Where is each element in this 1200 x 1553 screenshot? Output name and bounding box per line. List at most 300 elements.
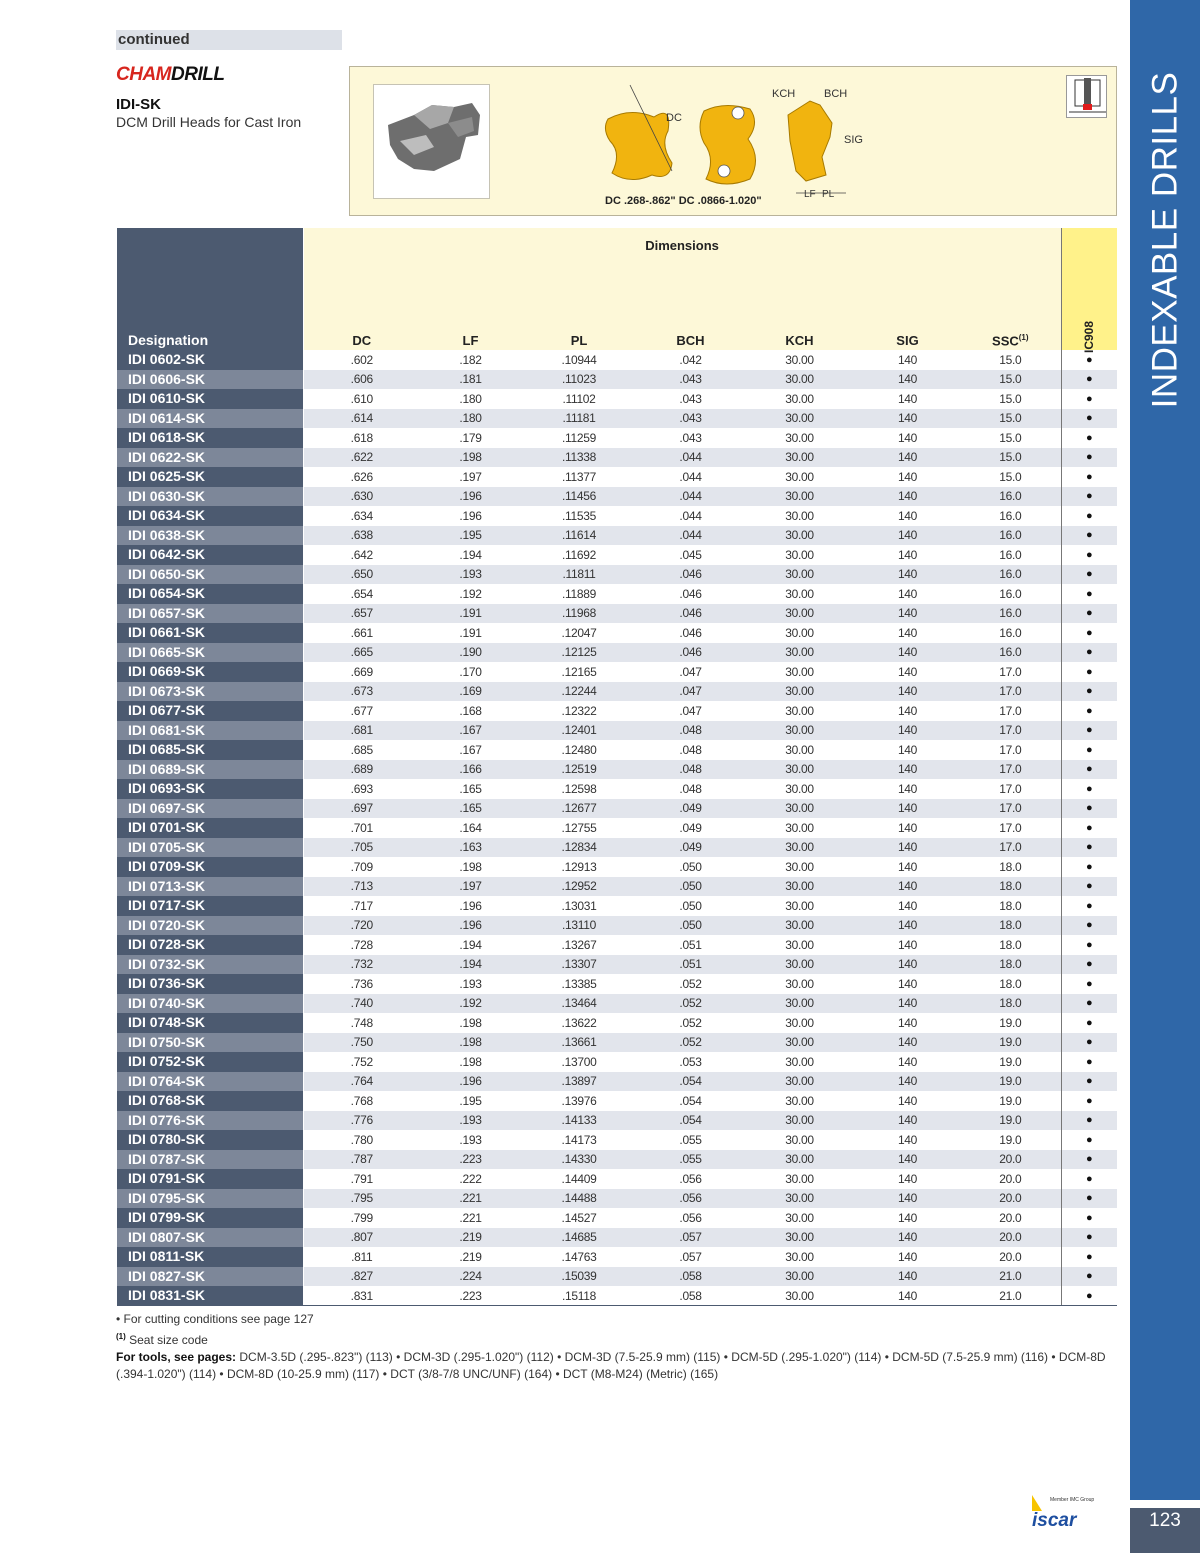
designation-cell: IDI 0764-SK (117, 1072, 303, 1092)
value-cell: 30.00 (744, 370, 855, 390)
value-cell: .665 (303, 643, 420, 663)
value-cell: .11614 (521, 526, 637, 546)
col-bch: BCH (637, 332, 744, 350)
value-cell: .11456 (521, 487, 637, 507)
value-cell: .052 (637, 994, 744, 1014)
value-cell: 30.00 (744, 526, 855, 546)
table-row (117, 955, 1117, 975)
value-cell: 18.0 (960, 955, 1061, 975)
availability-dot: ● (1061, 994, 1117, 1014)
table-row (117, 721, 1117, 741)
value-cell: 17.0 (960, 818, 1061, 838)
designation-cell: IDI 0720-SK (117, 916, 303, 936)
value-cell: .12519 (521, 760, 637, 780)
availability-dot: ● (1061, 1286, 1117, 1306)
value-cell: 140 (855, 389, 960, 409)
value-cell: 16.0 (960, 604, 1061, 624)
value-cell: 140 (855, 857, 960, 877)
availability-dot: ● (1061, 896, 1117, 916)
table-row (117, 1033, 1117, 1053)
value-cell: .705 (303, 838, 420, 858)
value-cell: .14488 (521, 1189, 637, 1209)
designation-cell: IDI 0642-SK (117, 545, 303, 565)
value-cell: .047 (637, 701, 744, 721)
value-cell: 30.00 (744, 1286, 855, 1306)
value-cell: .046 (637, 565, 744, 585)
value-cell: 30.00 (744, 1208, 855, 1228)
value-cell: 30.00 (744, 857, 855, 877)
value-cell: .807 (303, 1228, 420, 1248)
value-cell: .12165 (521, 662, 637, 682)
designation-cell: IDI 0717-SK (117, 896, 303, 916)
value-cell: 140 (855, 877, 960, 897)
value-cell: 30.00 (744, 448, 855, 468)
value-cell: 140 (855, 604, 960, 624)
value-cell: .11968 (521, 604, 637, 624)
insert-diagram (600, 71, 880, 213)
value-cell: .043 (637, 409, 744, 429)
designation-cell: IDI 0685-SK (117, 740, 303, 760)
value-cell: .14133 (521, 1111, 637, 1131)
value-cell: 140 (855, 467, 960, 487)
insert-side-view (700, 105, 756, 184)
value-cell: .219 (420, 1228, 521, 1248)
value-cell: 140 (855, 838, 960, 858)
availability-dot: ● (1061, 350, 1117, 370)
value-cell: .11102 (521, 389, 637, 409)
value-cell: .780 (303, 1130, 420, 1150)
designation-cell: IDI 0748-SK (117, 1013, 303, 1033)
value-cell: .13267 (521, 935, 637, 955)
value-cell: 30.00 (744, 896, 855, 916)
value-cell: .049 (637, 818, 744, 838)
col-pl: PL (521, 332, 637, 350)
value-cell: 18.0 (960, 994, 1061, 1014)
value-cell: .196 (420, 1072, 521, 1092)
table-row (117, 604, 1117, 624)
availability-dot: ● (1061, 1033, 1117, 1053)
value-cell: 21.0 (960, 1286, 1061, 1306)
value-cell: 20.0 (960, 1247, 1061, 1267)
value-cell: 30.00 (744, 662, 855, 682)
value-cell: .168 (420, 701, 521, 721)
availability-dot: ● (1061, 565, 1117, 585)
table-row (117, 838, 1117, 858)
value-cell: .626 (303, 467, 420, 487)
designation-cell: IDI 0673-SK (117, 682, 303, 702)
value-cell: .642 (303, 545, 420, 565)
value-cell: 140 (855, 760, 960, 780)
continued-label: continued (116, 30, 342, 50)
designation-cell: IDI 0689-SK (117, 760, 303, 780)
value-cell: 15.0 (960, 448, 1061, 468)
value-cell: .673 (303, 682, 420, 702)
value-cell: 140 (855, 623, 960, 643)
availability-dot: ● (1061, 701, 1117, 721)
value-cell: .693 (303, 779, 420, 799)
value-cell: 18.0 (960, 974, 1061, 994)
value-cell: 30.00 (744, 1052, 855, 1072)
value-cell: .170 (420, 662, 521, 682)
value-cell: 18.0 (960, 896, 1061, 916)
value-cell: .12322 (521, 701, 637, 721)
value-cell: 140 (855, 1169, 960, 1189)
value-cell: .165 (420, 779, 521, 799)
value-cell: .044 (637, 526, 744, 546)
value-cell: .222 (420, 1169, 521, 1189)
availability-dot: ● (1061, 1052, 1117, 1072)
value-cell: .043 (637, 389, 744, 409)
table-row (117, 467, 1117, 487)
value-cell: .043 (637, 428, 744, 448)
value-cell: .776 (303, 1111, 420, 1131)
value-cell: .198 (420, 1033, 521, 1053)
designation-cell: IDI 0697-SK (117, 799, 303, 819)
dimensions-header: Dimensions (303, 228, 1061, 332)
value-cell: 18.0 (960, 857, 1061, 877)
value-cell: .191 (420, 623, 521, 643)
value-cell: .221 (420, 1208, 521, 1228)
value-cell: 140 (855, 955, 960, 975)
value-cell: 20.0 (960, 1150, 1061, 1170)
value-cell: .058 (637, 1286, 744, 1306)
value-cell: .194 (420, 935, 521, 955)
value-cell: 15.0 (960, 389, 1061, 409)
availability-dot: ● (1061, 467, 1117, 487)
value-cell: .10944 (521, 350, 637, 370)
availability-dot: ● (1061, 526, 1117, 546)
value-cell: 140 (855, 1208, 960, 1228)
value-cell: .13307 (521, 955, 637, 975)
value-cell: 140 (855, 1286, 960, 1306)
table-row (117, 916, 1117, 936)
value-cell: 19.0 (960, 1111, 1061, 1131)
value-cell: .795 (303, 1189, 420, 1209)
designation-cell: IDI 0827-SK (117, 1267, 303, 1287)
table-row (117, 877, 1117, 897)
value-cell: .167 (420, 740, 521, 760)
value-cell: .669 (303, 662, 420, 682)
value-cell: 30.00 (744, 1189, 855, 1209)
product-description: DCM Drill Heads for Cast Iron (116, 114, 302, 130)
value-cell: .657 (303, 604, 420, 624)
value-cell: 140 (855, 565, 960, 585)
value-cell: 30.00 (744, 1267, 855, 1287)
value-cell: 140 (855, 1013, 960, 1033)
designation-cell: IDI 0681-SK (117, 721, 303, 741)
value-cell: 17.0 (960, 682, 1061, 702)
value-cell: .13464 (521, 994, 637, 1014)
value-cell: .638 (303, 526, 420, 546)
value-cell: .14685 (521, 1228, 637, 1248)
value-cell: .180 (420, 409, 521, 429)
svg-text:LF: LF (804, 189, 816, 200)
value-cell: 140 (855, 545, 960, 565)
table-row (117, 1286, 1117, 1306)
value-cell: .764 (303, 1072, 420, 1092)
value-cell: .197 (420, 467, 521, 487)
value-cell: .055 (637, 1150, 744, 1170)
value-cell: 30.00 (744, 1072, 855, 1092)
value-cell: 30.00 (744, 721, 855, 741)
product-code: IDI-SK (116, 96, 161, 113)
value-cell: .13031 (521, 896, 637, 916)
value-cell: 140 (855, 916, 960, 936)
value-cell: 16.0 (960, 623, 1061, 643)
table-row (117, 506, 1117, 526)
value-cell: .677 (303, 701, 420, 721)
value-cell: .195 (420, 1091, 521, 1111)
svg-text:KCH: KCH (772, 88, 796, 100)
table-row (117, 1150, 1117, 1170)
value-cell: .181 (420, 370, 521, 390)
value-cell: 15.0 (960, 409, 1061, 429)
table-row (117, 799, 1117, 819)
table-row (117, 1013, 1117, 1033)
value-cell: .12047 (521, 623, 637, 643)
iscar-logo (1030, 1493, 1120, 1529)
col-lf: LF (420, 332, 521, 350)
value-cell: 140 (855, 506, 960, 526)
value-cell: .193 (420, 974, 521, 994)
value-cell: .602 (303, 350, 420, 370)
value-cell: 140 (855, 721, 960, 741)
table-row (117, 389, 1117, 409)
value-cell: 140 (855, 974, 960, 994)
value-cell: .606 (303, 370, 420, 390)
value-cell: .614 (303, 409, 420, 429)
value-cell: .048 (637, 760, 744, 780)
designation-cell: IDI 0780-SK (117, 1130, 303, 1150)
availability-dot: ● (1061, 1228, 1117, 1248)
value-cell: .165 (420, 799, 521, 819)
value-cell: .13661 (521, 1033, 637, 1053)
insert-profile-view (772, 88, 863, 200)
value-cell: 140 (855, 487, 960, 507)
value-cell: 140 (855, 1267, 960, 1287)
value-cell: .167 (420, 721, 521, 741)
value-cell: .051 (637, 955, 744, 975)
value-cell: 140 (855, 799, 960, 819)
value-cell: .11181 (521, 409, 637, 429)
value-cell: 19.0 (960, 1013, 1061, 1033)
value-cell: 30.00 (744, 604, 855, 624)
designation-cell: IDI 0665-SK (117, 643, 303, 663)
value-cell: .15039 (521, 1267, 637, 1287)
table-row (117, 1208, 1117, 1228)
value-cell: .056 (637, 1169, 744, 1189)
designation-cell: IDI 0799-SK (117, 1208, 303, 1228)
value-cell: 140 (855, 779, 960, 799)
table-row (117, 1091, 1117, 1111)
value-cell: .14763 (521, 1247, 637, 1267)
value-cell: .768 (303, 1091, 420, 1111)
designation-cell: IDI 0614-SK (117, 409, 303, 429)
value-cell: 30.00 (744, 487, 855, 507)
table-row (117, 370, 1117, 390)
designation-cell: IDI 0634-SK (117, 506, 303, 526)
value-cell: 20.0 (960, 1208, 1061, 1228)
value-cell: 30.00 (744, 955, 855, 975)
footnotes (116, 1311, 1116, 1383)
value-cell: .13700 (521, 1052, 637, 1072)
svg-text:iscar: iscar (1032, 1510, 1077, 1529)
value-cell: .044 (637, 467, 744, 487)
value-cell: .044 (637, 487, 744, 507)
value-cell: .618 (303, 428, 420, 448)
value-cell: .164 (420, 818, 521, 838)
availability-dot: ● (1061, 838, 1117, 858)
value-cell: 19.0 (960, 1033, 1061, 1053)
value-cell: 30.00 (744, 994, 855, 1014)
value-cell: 30.00 (744, 623, 855, 643)
value-cell: 20.0 (960, 1228, 1061, 1248)
value-cell: .163 (420, 838, 521, 858)
value-cell: 16.0 (960, 487, 1061, 507)
value-cell: .697 (303, 799, 420, 819)
value-cell: 30.00 (744, 760, 855, 780)
designation-cell: IDI 0732-SK (117, 955, 303, 975)
table-row (117, 1111, 1117, 1131)
value-cell: .827 (303, 1267, 420, 1287)
value-cell: 140 (855, 701, 960, 721)
value-cell: 140 (855, 1150, 960, 1170)
value-cell: .15118 (521, 1286, 637, 1306)
value-cell: 30.00 (744, 467, 855, 487)
value-cell: 140 (855, 1091, 960, 1111)
value-cell: .048 (637, 740, 744, 760)
designation-cell: IDI 0630-SK (117, 487, 303, 507)
value-cell: .180 (420, 389, 521, 409)
designation-cell: IDI 0701-SK (117, 818, 303, 838)
value-cell: .11889 (521, 584, 637, 604)
value-cell: .13110 (521, 916, 637, 936)
value-cell: .12401 (521, 721, 637, 741)
value-cell: 140 (855, 526, 960, 546)
value-cell: 140 (855, 896, 960, 916)
value-cell: 17.0 (960, 721, 1061, 741)
availability-dot: ● (1061, 955, 1117, 975)
value-cell: 30.00 (744, 1033, 855, 1053)
value-cell: .750 (303, 1033, 420, 1053)
designation-cell: IDI 0650-SK (117, 565, 303, 585)
value-cell: .713 (303, 877, 420, 897)
value-cell: .048 (637, 721, 744, 741)
value-cell: .182 (420, 350, 521, 370)
table-row (117, 857, 1117, 877)
col-kch: KCH (744, 332, 855, 350)
table-row (117, 701, 1117, 721)
value-cell: .198 (420, 857, 521, 877)
value-cell: 140 (855, 1111, 960, 1131)
table-row (117, 740, 1117, 760)
value-cell: 15.0 (960, 467, 1061, 487)
value-cell: .044 (637, 448, 744, 468)
availability-dot: ● (1061, 682, 1117, 702)
designation-cell: IDI 0606-SK (117, 370, 303, 390)
value-cell: 18.0 (960, 935, 1061, 955)
section-title: INDEXABLE DRILLS (1145, 71, 1184, 409)
value-cell: .193 (420, 1111, 521, 1131)
value-cell: .196 (420, 896, 521, 916)
value-cell: 140 (855, 818, 960, 838)
value-cell: 30.00 (744, 1013, 855, 1033)
value-cell: 30.00 (744, 545, 855, 565)
table-row (117, 448, 1117, 468)
table-row (117, 818, 1117, 838)
value-cell: .12834 (521, 838, 637, 858)
value-cell: 30.00 (744, 350, 855, 370)
value-cell: 15.0 (960, 350, 1061, 370)
product-photo (373, 84, 490, 199)
value-cell: .050 (637, 877, 744, 897)
value-cell: 140 (855, 350, 960, 370)
value-cell: 140 (855, 643, 960, 663)
col-ssc: SSC$^{(1)}$ (960, 332, 1061, 350)
value-cell: .052 (637, 1033, 744, 1053)
value-cell: .194 (420, 545, 521, 565)
table-row (117, 565, 1117, 585)
drill-icon (1066, 75, 1107, 118)
value-cell: .051 (637, 935, 744, 955)
value-cell: .056 (637, 1189, 744, 1209)
availability-dot: ● (1061, 857, 1117, 877)
value-cell: 30.00 (744, 935, 855, 955)
value-cell: 140 (855, 994, 960, 1014)
seat-size-note: $^{(1)}$ Seat size code (116, 1332, 208, 1347)
value-cell: .048 (637, 779, 744, 799)
designation-cell: IDI 0776-SK (117, 1111, 303, 1131)
page-number: 123 (1130, 1508, 1200, 1553)
value-cell: .12755 (521, 818, 637, 838)
value-cell: 140 (855, 1052, 960, 1072)
value-cell: 15.0 (960, 428, 1061, 448)
value-cell: .12913 (521, 857, 637, 877)
value-cell: .12125 (521, 643, 637, 663)
designation-cell: IDI 0677-SK (117, 701, 303, 721)
value-cell: 140 (855, 740, 960, 760)
table-row (117, 662, 1117, 682)
designation-cell: IDI 0669-SK (117, 662, 303, 682)
value-cell: 17.0 (960, 838, 1061, 858)
designation-cell: IDI 0654-SK (117, 584, 303, 604)
specifications-table (117, 228, 1117, 1306)
table-row (117, 994, 1117, 1014)
value-cell: .654 (303, 584, 420, 604)
value-cell: 30.00 (744, 838, 855, 858)
availability-dot: ● (1061, 760, 1117, 780)
value-cell: .811 (303, 1247, 420, 1267)
value-cell: .799 (303, 1208, 420, 1228)
value-cell: 30.00 (744, 877, 855, 897)
designation-cell: IDI 0709-SK (117, 857, 303, 877)
value-cell: .197 (420, 877, 521, 897)
availability-dot: ● (1061, 1169, 1117, 1189)
designation-cell: IDI 0618-SK (117, 428, 303, 448)
value-cell: .049 (637, 838, 744, 858)
designation-cell: IDI 0622-SK (117, 448, 303, 468)
value-cell: 30.00 (744, 701, 855, 721)
availability-dot: ● (1061, 1189, 1117, 1209)
table-row (117, 1189, 1117, 1209)
value-cell: 30.00 (744, 1130, 855, 1150)
table-row (117, 896, 1117, 916)
value-cell: 17.0 (960, 760, 1061, 780)
value-cell: .12244 (521, 682, 637, 702)
value-cell: .752 (303, 1052, 420, 1072)
value-cell: 140 (855, 1072, 960, 1092)
value-cell: .791 (303, 1169, 420, 1189)
